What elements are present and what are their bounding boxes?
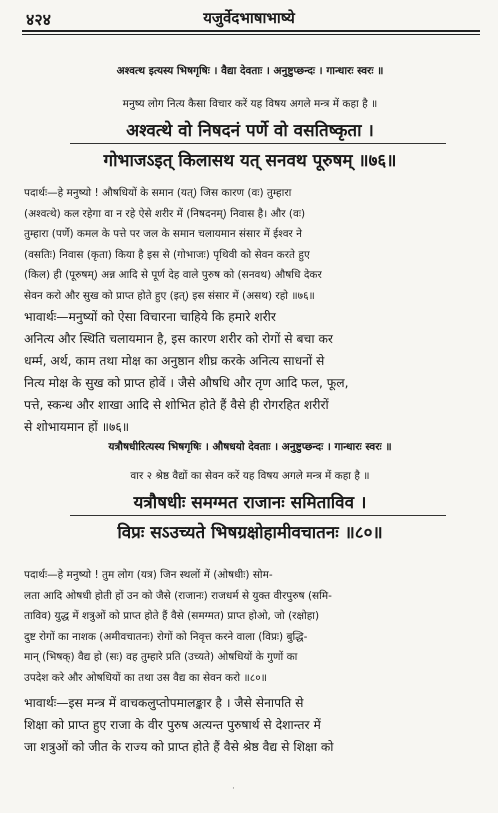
padartha-line: मान् (भिषक्) वैद्य हो (सः) वह तुम्हारे प्रति (उच्यते) ओषधियों के गुणों का: [24, 651, 298, 663]
mantra-79-meta: अश्वत्थ इत्यस्य भिषगृषिः । वैद्या देवताः । अनुष्टुप्छन्दः । गान्धारः स्वरः ॥: [116, 65, 384, 77]
page-number: ४२४: [26, 10, 51, 29]
bhavartha-line: अनित्य और स्थिति चलायमान है, इस कारण शरीर को रोगों से बचा कर: [24, 332, 333, 346]
mantra-79-padartha: [24, 183, 476, 306]
bhavartha-line: शिक्षा को प्राप्त हुए राजा के वीर पुरुष अत्यन्त पुरुषार्थ से देशान्तर में: [24, 718, 321, 732]
mantra-79-line-1: अश्वत्थे वो निषदनं पर्णे वो वसतिष्कृता ।: [126, 121, 374, 141]
padartha-line: सेवन करो और सुख को प्राप्त होते हुए (इत्) इस संसार में (असथ) रहो ॥७६॥: [24, 289, 315, 302]
padartha-line: दुष्ट रोगों का नाशक (अमीवचातनः) रोगों को निवृत्त करने वाला (विप्रः) बुद्धि-: [24, 630, 308, 643]
bhavartha-line: भावार्थः—इस मन्त्र में वाचकलुप्तोपमालङ्कार है । जैसे सेनापति से: [24, 696, 304, 710]
mantra-79-divider: [70, 143, 446, 144]
padartha-line: पदार्थः—हे मनुष्यो ! तुम लोग (यत्र) जिन स्थलों में (ओषधीः) सोम-: [24, 569, 273, 581]
mantra-79-intro: मनुष्य लोग नित्य कैसा विचार करें यह विषय अगले मन्त्र में कहा है ॥: [122, 98, 378, 110]
bhavartha-line: पत्ते, स्कन्ध और शाखा आदि से शोभित होते हैं वैसे ही रोगरहित शरीरों: [24, 398, 329, 412]
bhavartha-line: जा शत्रुओं को जीत के राज्य को प्राप्त होते हैं वैसे श्रेष्ठ वैद्य से शिक्षा को: [24, 740, 334, 754]
bhavartha-line: धर्म्म, अर्थ, काम तथा मोक्ष का अनुष्ठान शीघ्र करके अनित्य साधनों से: [24, 354, 325, 368]
padartha-line: उपदेश करे और ओषधियों का तथा उस वैद्य का सेवन करो ॥८०॥: [24, 671, 267, 684]
mantra-80-intro: वार २ श्रेष्ठ वैद्यों का सेवन करें यह विषय अगले मन्त्र में कहा है ॥: [130, 470, 370, 482]
mantra-80-line-2: विप्रः सऽउच्यते भिषग्रक्षोहामीवचातनः ॥८०॥: [117, 523, 383, 543]
mantra-80-divider: [70, 515, 446, 516]
padartha-line: (किल) ही (पूरुषम्) अन्न आदि से पूर्ण देह वाले पुरुष को (सनवथ) औषधि देकर: [24, 269, 322, 281]
padartha-line: पदार्थः—हे मनुष्यो ! औषधियों के समान (यत्) जिस कारण (वः) तुम्हारा: [24, 187, 292, 199]
header-rule-thin: [22, 34, 480, 35]
bhavartha-line: नित्य मोक्ष के सुख को प्राप्त होवें । जैसे औषधि और तृण आदि फल, फूल,: [24, 376, 349, 390]
header-rule: [22, 30, 480, 32]
bhavartha-line: से शोभायमान हों ॥७६॥: [24, 420, 130, 434]
page-title: यजुर्वेदभाषाभाष्ये: [203, 9, 295, 27]
mantra-80-padartha: [24, 565, 476, 688]
mantra-79-line-2: गोभाजऽइत् किलासथ यत् सनवथ पूरुषम् ॥७६॥: [103, 151, 397, 171]
mantra-79-bhavartha: [24, 306, 476, 438]
padartha-line: ताविव) युद्ध में शत्रुओं को प्राप्त होते हैं वैसे (समग्मत) प्राप्त होओ, जो (रक्षोहा): [24, 610, 320, 622]
padartha-line: (वसतिः) निवास (कृता) किया है इस से (गोभाजः) पृथिवी को सेवन करते हुए: [24, 248, 310, 261]
print-mark: ·: [232, 784, 235, 794]
padartha-line: लता आदि ओषधी होती हों उन को जैसे (राजानः) राजधर्म से युक्त वीरपुरुष (समि-: [24, 589, 332, 602]
mantra-80-bhavartha: [24, 692, 476, 758]
padartha-line: (अश्वत्थे) कल रहेगा वा न रहे ऐसे शरीर में (निषदनम्) निवास है। और (वः): [24, 207, 306, 220]
padartha-line: तुम्हारा (पर्णे) कमल के पत्ते पर जल के समान चलायमान संसार में ईश्वर ने: [24, 228, 302, 240]
mantra-80-meta: यत्रौषधीरित्यस्य भिषगृषिः । औषधयो देवताः । अनुष्टुप्छन्दः । गान्धारः स्वरः ॥: [108, 441, 392, 453]
mantra-80-line-1: यत्रौषधीः समग्मत राजानः समिताविव ।: [133, 493, 367, 513]
page-header: [0, 6, 498, 28]
bhavartha-line: भावार्थः—मनुष्यों को ऐसा विचारना चाहिये कि हमारे शरीर: [24, 310, 276, 324]
